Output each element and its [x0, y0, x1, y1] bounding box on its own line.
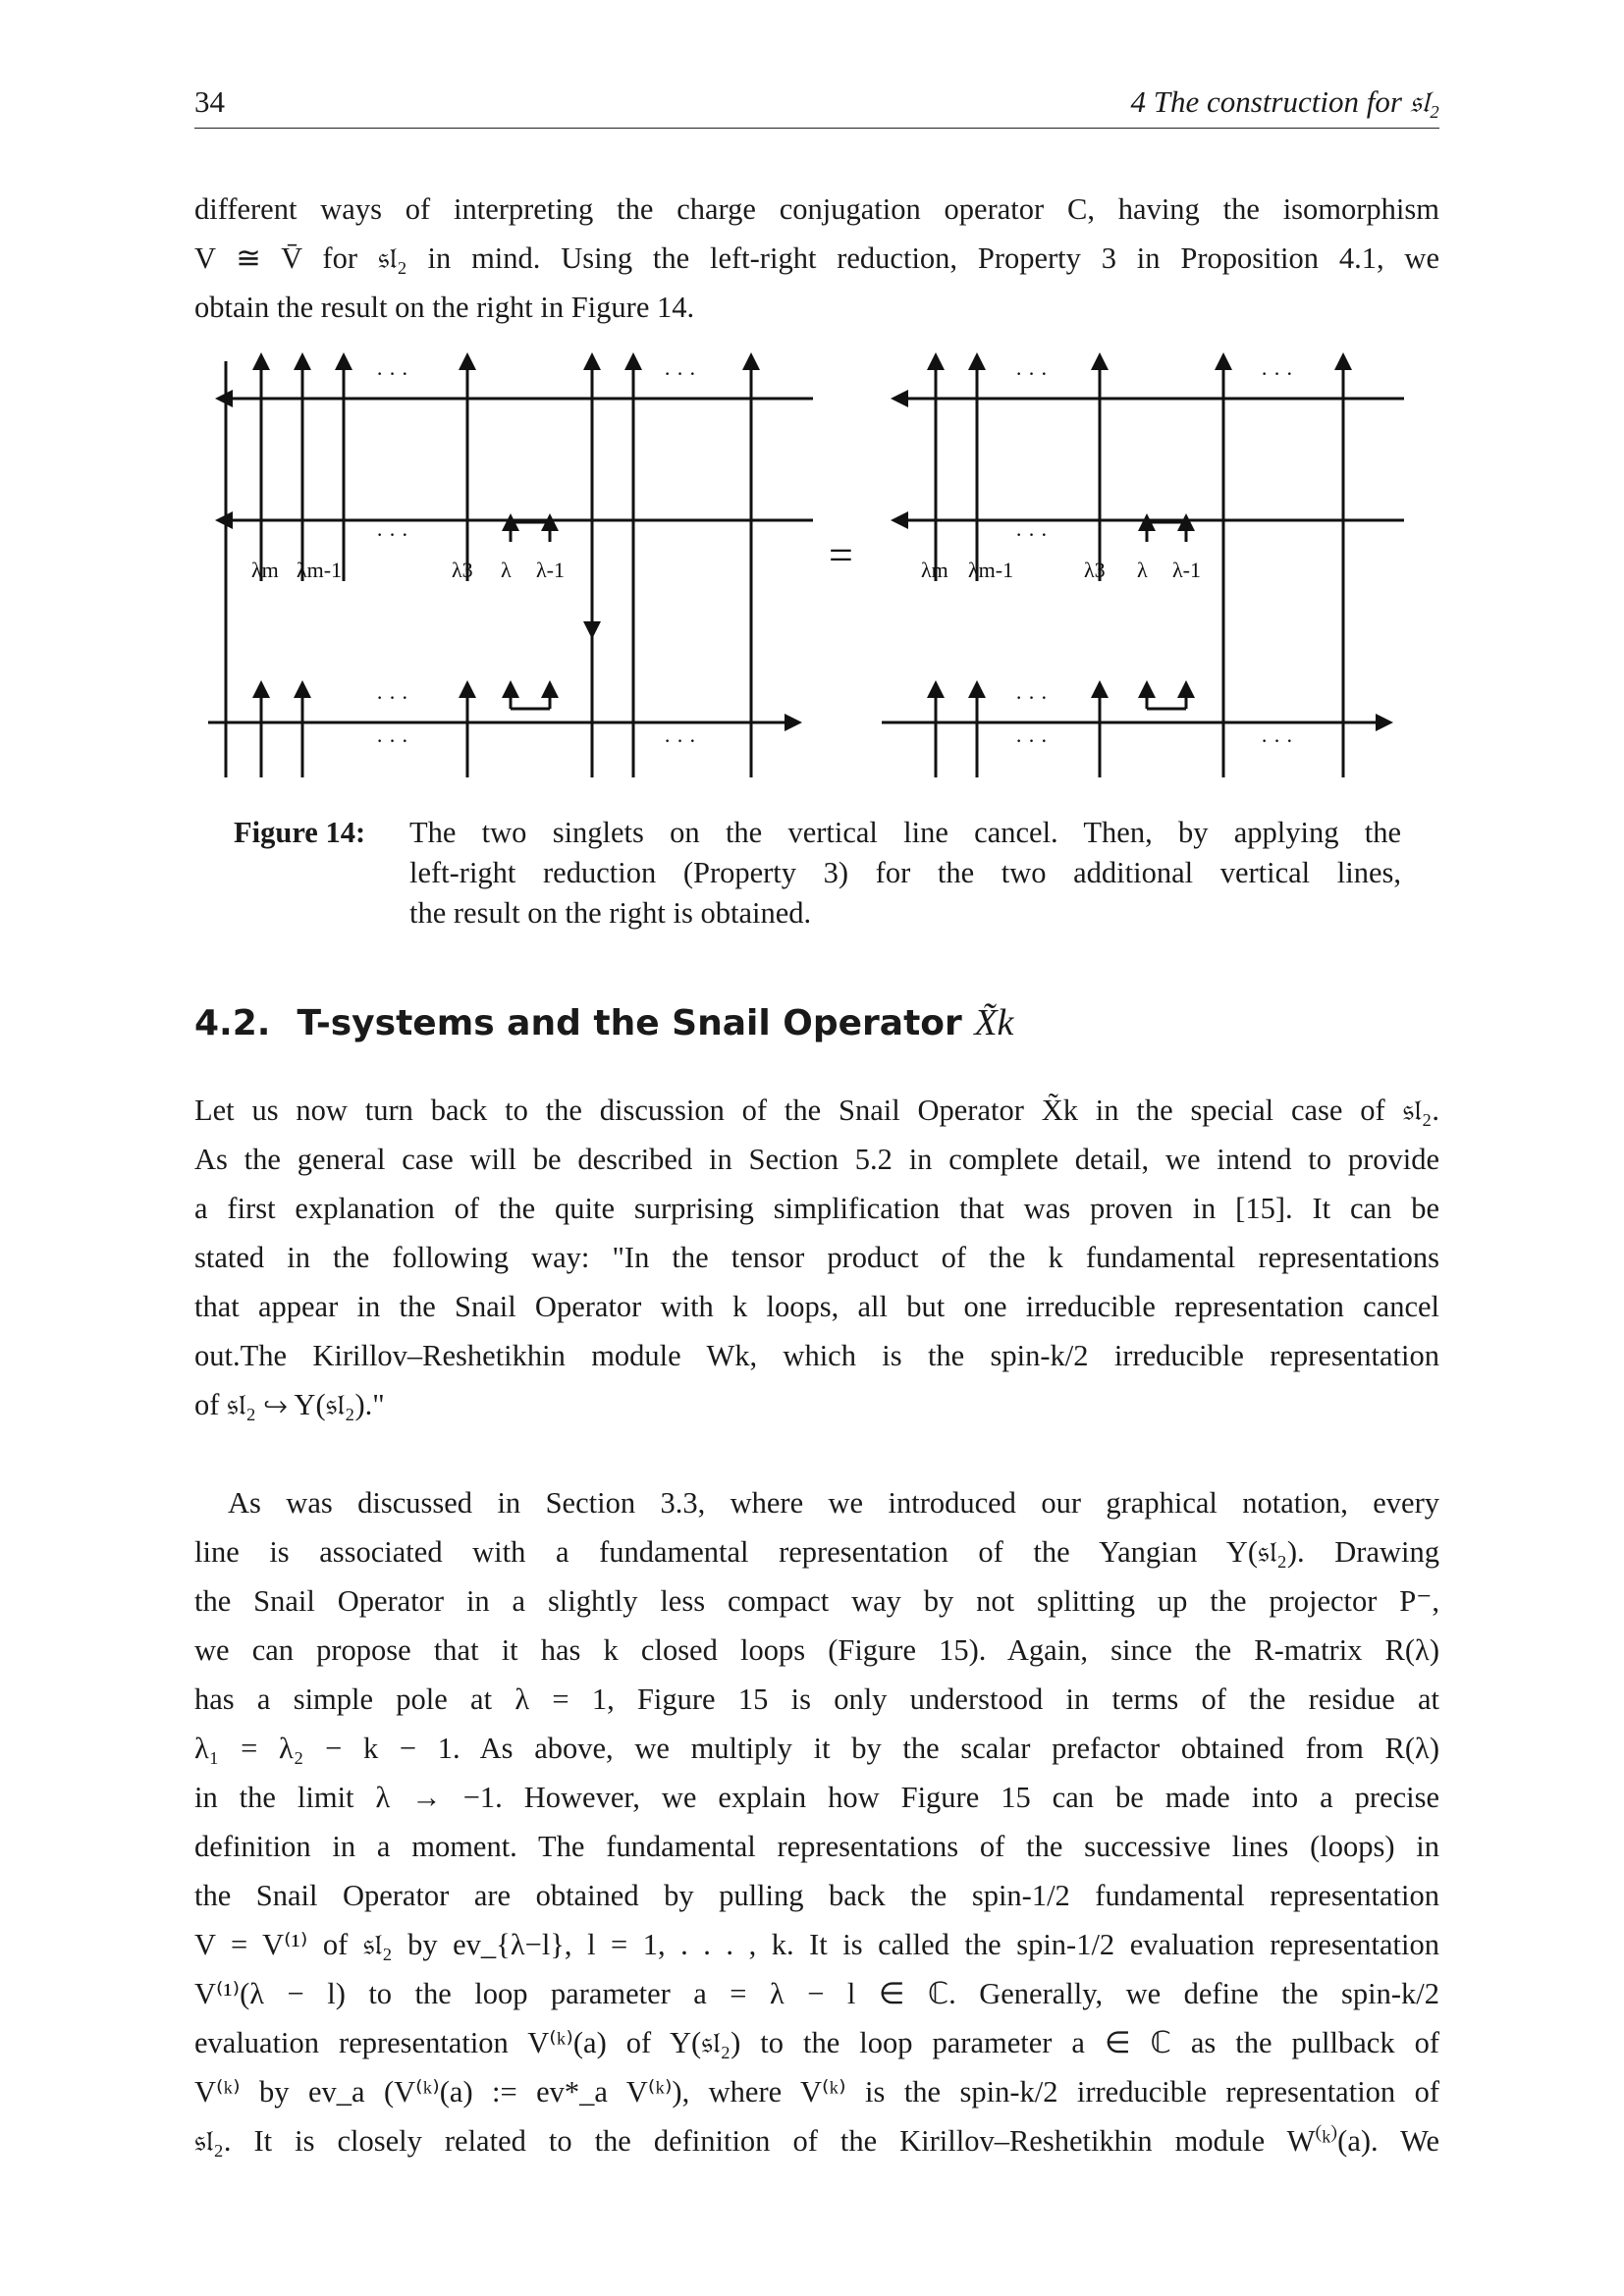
text-line: V ≅ V̄ for 𝔰𝔩₂ in mind. Using the left-right reduction, Property 3 in Proposition 4.1, we — [194, 241, 1439, 275]
text-line: evaluation representation V⁽ᵏ⁾(a) of Y(𝔰𝔩₂) to the loop parameter a ∈ ℂ as the pullback of — [194, 2026, 1439, 2059]
text-line: has a simple pole at λ = 1, Figure 15 is only understood in terms of the residue at — [194, 1682, 1439, 1716]
text-line: 𝔰𝔩₂. It is closely related to the definition of the Kirillov–Reshetikhin module W⁽ᵏ⁾(a). We — [194, 2124, 1439, 2158]
text-line: V⁽ᵏ⁾ by ev_a (V⁽ᵏ⁾(a) := ev*_a V⁽ᵏ⁾), where V⁽ᵏ⁾ is the spin-k/2 irreducible representation of — [194, 2075, 1439, 2109]
label-lambda: λ — [501, 558, 512, 582]
text-line: the Snail Operator are obtained by pulling back the spin-1/2 fundamental representation — [194, 1879, 1439, 1912]
section-heading — [194, 1001, 1013, 1044]
label-lambda-minus-1: λ-1 — [536, 558, 565, 582]
dots: · · · — [1261, 728, 1293, 753]
dots: · · · — [1015, 522, 1048, 547]
dots: · · · — [376, 522, 408, 547]
section-title: T-systems and the Snail Operator — [297, 1003, 962, 1043]
dots: · · · — [1015, 361, 1048, 386]
dots: · · · — [1261, 361, 1293, 386]
text-line: As the general case will be described in Section 5.2 in complete detail, we intend to provide — [194, 1143, 1439, 1176]
label-lambda-m-1: λm-1 — [297, 558, 343, 582]
running-header — [194, 84, 1439, 129]
caption-line: the result on the right is obtained. — [409, 896, 812, 930]
dots: · · · — [664, 361, 696, 386]
dots: · · · — [1015, 685, 1048, 710]
dots: · · · — [376, 361, 408, 386]
label-lambda-3: λ3 — [452, 558, 473, 582]
text-line: definition in a moment. The fundamental representations of the successive lines (loops) in — [194, 1830, 1439, 1863]
section-number: 4.2. — [194, 1003, 271, 1043]
label-lambda-3: λ3 — [1084, 558, 1106, 582]
label-lambda-m-1: λm-1 — [968, 558, 1014, 582]
text-line: As was discussed in Section 3.3, where we introduced our graphical notation, every — [228, 1486, 1439, 1520]
text-line: in the limit λ → −1. However, we explain how Figure 15 can be made into a precise — [194, 1781, 1439, 1814]
label-lambda-minus-1: λ-1 — [1172, 558, 1201, 582]
label-lambda-m: λm — [251, 558, 279, 582]
intro-paragraph — [194, 185, 1439, 332]
text-line: stated in the following way: "In the tensor product of the k fundamental representations — [194, 1241, 1439, 1274]
text-line: V = V⁽¹⁾ of 𝔰𝔩₂ by ev_{λ−l}, l = 1, . . . , k. It is called the spin-1/2 evaluation representation — [194, 1928, 1439, 1961]
text-line: V⁽¹⁾(λ − l) to the loop parameter a = λ − l ∈ ℂ. Generally, we define the spin-k/2 — [194, 1977, 1439, 2010]
section-operator: X̃k — [974, 1002, 1014, 1043]
running-title: 4 The construction for 𝔰𝔩₂ — [1130, 84, 1439, 119]
text-line: of 𝔰𝔩₂ ↪ Y(𝔰𝔩₂)." — [194, 1388, 385, 1421]
paragraph-graphical-notation — [194, 1478, 1439, 2165]
dots: · · · — [376, 685, 408, 710]
text-line: obtain the result on the right in Figure 14. — [194, 291, 695, 324]
text-line: we can propose that it has k closed loops (Figure 15). Again, since the R-matrix R(λ) — [194, 1633, 1439, 1667]
caption-line: The two singlets on the vertical line cancel. Then, by applying the — [409, 816, 1401, 849]
text-line: a first explanation of the quite surprising simplification that was proven in [15]. It can be — [194, 1192, 1439, 1225]
label-lambda: λ — [1137, 558, 1148, 582]
dots: · · · — [376, 728, 408, 753]
text-line: the Snail Operator in a slightly less compact way by not splitting up the projector P⁻, — [194, 1584, 1439, 1618]
text-line: different ways of interpreting the charge conjugation operator C, having the isomorphism — [194, 192, 1439, 226]
text-line: line is associated with a fundamental representation of the Yangian Y(𝔰𝔩₂). Drawing — [194, 1535, 1439, 1569]
page-number: 34 — [194, 84, 225, 119]
equals-sign: = — [829, 531, 853, 579]
label-lambda-m: λm — [921, 558, 948, 582]
paragraph-snail-operator — [194, 1086, 1439, 1429]
dots: · · · — [1015, 728, 1048, 753]
text-line: Let us now turn back to the discussion of the Snail Operator X̃k in the special case of 𝔰𝔩₂. — [194, 1094, 1439, 1127]
figure-14-diagram — [194, 346, 1439, 807]
text-line: λ₁ = λ₂ − k − 1. As above, we multiply it by the scalar prefactor obtained from R(λ) — [194, 1732, 1439, 1765]
text-line: that appear in the Snail Operator with k loops, all but one irreducible representation cancel — [194, 1290, 1439, 1323]
caption-line: left-right reduction (Property 3) for the two additional vertical lines, — [409, 856, 1401, 889]
caption-label: Figure 14: — [234, 816, 366, 849]
text-line: out.The Kirillov–Reshetikhin module Wk, which is the spin-k/2 irreducible representation — [194, 1339, 1439, 1372]
dots: · · · — [664, 728, 696, 753]
